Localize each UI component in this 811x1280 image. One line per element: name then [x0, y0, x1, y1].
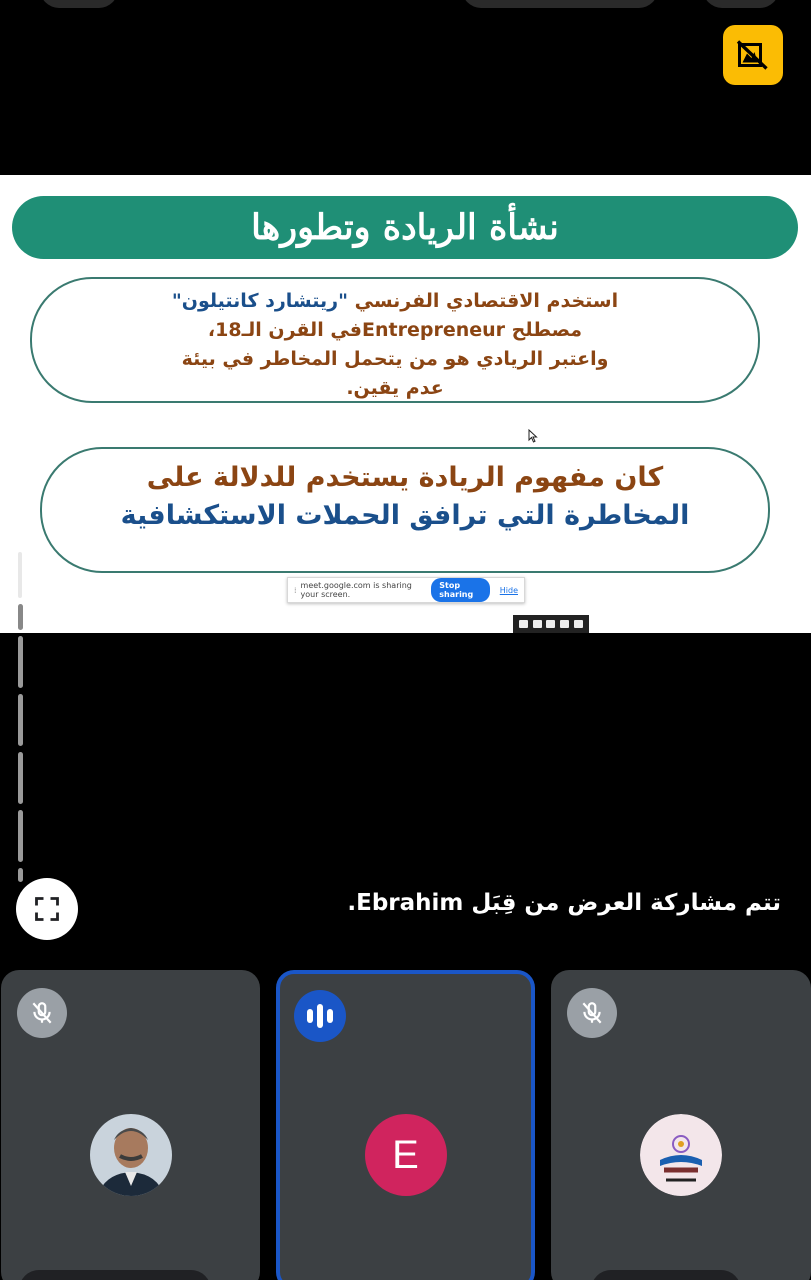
participant-name-pill	[591, 1270, 741, 1280]
mic-off-icon	[579, 1000, 605, 1026]
fullscreen-button[interactable]	[16, 878, 78, 940]
top-control-center[interactable]	[462, 0, 658, 8]
mini-tool-icon[interactable]	[519, 620, 528, 628]
video-icon[interactable]	[546, 620, 555, 628]
top-control-right[interactable]	[703, 0, 779, 8]
slide-bubble-cantillon	[30, 277, 760, 403]
stop-sharing-button[interactable]: Stop sharing	[431, 578, 489, 602]
screen-share-notice	[287, 577, 525, 603]
mic-off-icon	[29, 1000, 55, 1026]
bubble2-line1: كان مفهوم الريادة يستخدم للدلالة على	[146, 462, 664, 493]
bubble1-line1-prefix: استخدم الاقتصادي الفرنسي	[348, 290, 619, 312]
window-icon[interactable]	[560, 620, 569, 628]
bubble1-line3: واعتبر الريادي هو من يتحمل المخاطر في بيئة	[181, 348, 609, 370]
bubble2-line2: المخاطرة التي ترافق الحملات الاستكشافية	[120, 500, 690, 531]
bubble1-line2: مصطلح Entrepreneurفي القرن الـ18،	[207, 319, 583, 341]
audio-level-icon	[294, 990, 346, 1042]
mouse-cursor-icon	[528, 429, 538, 446]
share-notice-message: meet.google.com is sharing your screen.	[300, 581, 412, 599]
video-off-icon	[735, 37, 771, 73]
avatar	[90, 1114, 172, 1196]
hide-notice-link[interactable]: Hide	[499, 585, 518, 595]
avatar	[365, 1114, 447, 1196]
college-logo-avatar	[640, 1114, 722, 1196]
avatar-letter: E	[392, 1132, 419, 1177]
bubble1-line1-name: "ريتشارد كانتيلون"	[171, 290, 348, 312]
mic-off-badge	[17, 988, 67, 1038]
slide-title: نشأة الريادة وتطورها	[12, 196, 798, 259]
bubble1-line1	[122, 287, 668, 316]
college-logo-icon	[640, 1114, 722, 1196]
presenting-status-text: تتم مشاركة العرض من قِبَل Ebrahim.	[347, 890, 781, 916]
bubble1-line4: عدم يقين.	[346, 377, 444, 399]
camera-icon[interactable]	[533, 620, 542, 628]
top-control-left[interactable]	[40, 0, 118, 8]
fullscreen-icon	[33, 895, 61, 923]
participant-name-pill	[19, 1270, 211, 1280]
camera-off-button[interactable]	[723, 25, 783, 85]
gear-icon[interactable]	[574, 620, 583, 628]
slide-bubble-concept	[40, 447, 770, 573]
slide-mini-toolbar	[513, 615, 589, 633]
participant-tile-1[interactable]	[1, 970, 260, 1280]
participant-tile-2[interactable]	[276, 970, 535, 1280]
participant-tile-3[interactable]	[551, 970, 811, 1280]
mic-off-badge	[567, 988, 617, 1038]
scroll-indicator	[18, 552, 24, 882]
shared-slide	[0, 175, 811, 633]
drag-handle-icon[interactable]: ⁞	[294, 585, 297, 595]
